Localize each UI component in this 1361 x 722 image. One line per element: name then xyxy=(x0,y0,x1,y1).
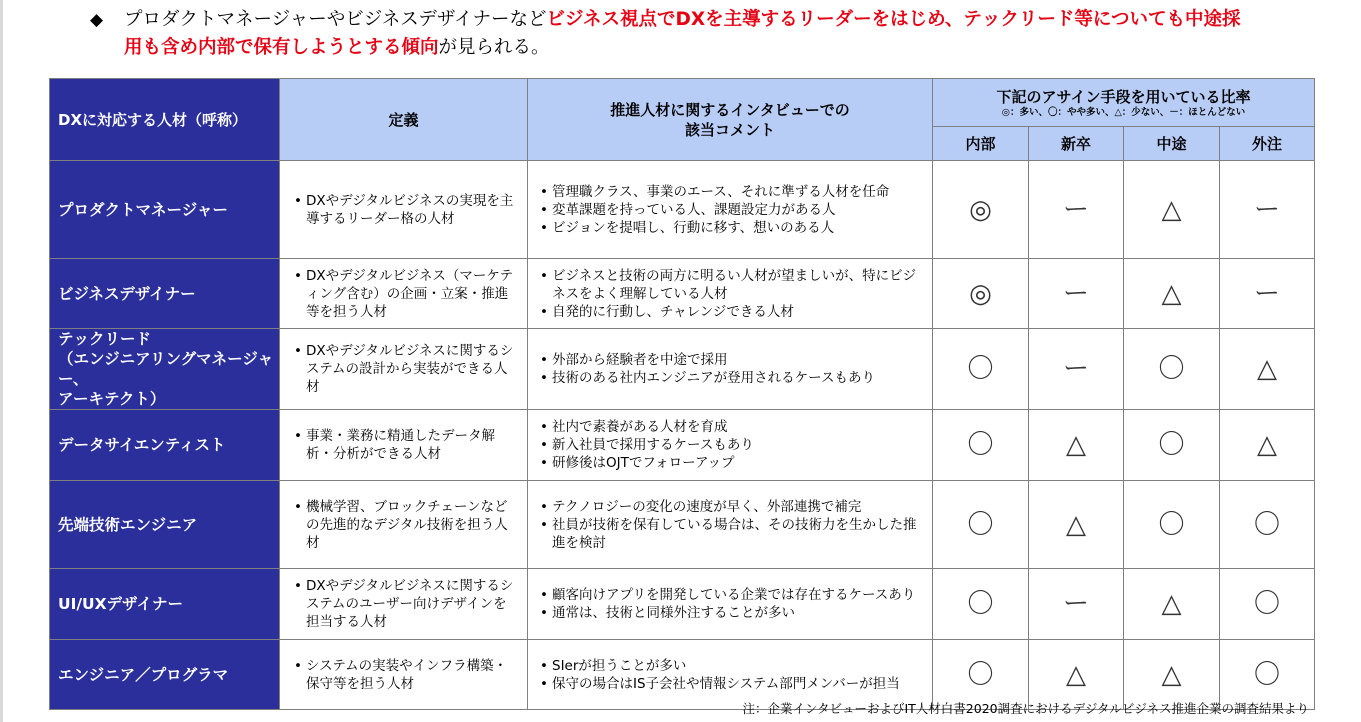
list-item: • 技術のある社内エンジニアが登用されるケースもあり xyxy=(538,369,920,387)
mark-internal: 〇 xyxy=(933,569,1029,640)
mark-internal: 〇 xyxy=(933,481,1029,569)
mark-outsource: 〇 xyxy=(1220,569,1315,640)
mark-internal: ◎ xyxy=(933,259,1029,329)
mark-newgrad: ー xyxy=(1029,259,1124,329)
headline-text xyxy=(90,6,1250,62)
list-item: • 社内で素養がある人材を育成 xyxy=(538,418,920,436)
role-cell: ビジネスデザイナー xyxy=(50,259,280,329)
mark-midcareer: △ xyxy=(1124,161,1220,259)
headline-highlight: ビジネス視点でDXを主導するリーダーをはじめ、テックリード等についても中途採用も含め内部で保有しようとする傾向 xyxy=(124,9,1241,58)
list-item: • 保守の場合はIS子会社や情報システム部門メンバーが担当 xyxy=(538,675,920,693)
mark-midcareer: △ xyxy=(1124,569,1220,640)
list-item: • DXやデジタルビジネスに関するシステムのユーザー向けデザインを担当する人材 xyxy=(292,577,515,631)
list-item: • 外部から経験者を中途で採用 xyxy=(538,351,920,369)
headline-part1: プロダクトマネージャーやビジネスデザイナーなど xyxy=(124,9,547,30)
header-comment xyxy=(528,79,933,161)
list-item: • DXやデジタルビジネスに関するシステムの設計から実装ができる人材 xyxy=(292,342,515,396)
list-item: • ビジネスと技術の両方に明るい人材が望ましいが、特にビジネスをよく理解している人材 xyxy=(538,267,920,303)
definition-cell xyxy=(280,640,528,710)
mark-outsource: △ xyxy=(1220,329,1315,410)
headline-part3: が見られる。 xyxy=(438,37,550,58)
mark-internal: 〇 xyxy=(933,410,1029,481)
list-item: • 変革課題を持っている人、課題設定力がある人 xyxy=(538,201,920,219)
list-item: • 管理職クラス、事業のエース、それに準ずる人材を任命 xyxy=(538,183,920,201)
table-row xyxy=(50,640,1315,710)
table-row xyxy=(50,481,1315,569)
mark-midcareer: △ xyxy=(1124,259,1220,329)
mark-newgrad: △ xyxy=(1029,410,1124,481)
list-item: • DXやデジタルビジネスの実現を主導するリーダー格の人材 xyxy=(292,192,515,228)
header-internal: 内部 xyxy=(933,127,1029,161)
list-item: • 研修後はOJTでフォローアップ xyxy=(538,454,920,472)
definition-cell xyxy=(280,329,528,410)
role-cell: エンジニア／プログラマ xyxy=(50,640,280,710)
comment-cell xyxy=(528,569,933,640)
mark-midcareer: 〇 xyxy=(1124,329,1220,410)
role-line1: テックリード xyxy=(58,330,152,348)
list-item: • 通常は、技術と同様外注することが多い xyxy=(538,604,920,622)
mark-outsource: △ xyxy=(1220,410,1315,481)
comment-cell xyxy=(528,410,933,481)
table-row xyxy=(50,259,1315,329)
mark-internal: ◎ xyxy=(933,161,1029,259)
header-legend: ◎：多い、〇：やや多い、△：少ない、－：ほとんどない xyxy=(1001,106,1246,118)
mark-outsource: ー xyxy=(1220,161,1315,259)
role-cell xyxy=(50,329,280,410)
comment-cell xyxy=(528,161,933,259)
role-cell: プロダクトマネージャー xyxy=(50,161,280,259)
comment-cell xyxy=(528,329,933,410)
mark-newgrad: △ xyxy=(1029,640,1124,710)
definition-cell xyxy=(280,569,528,640)
mark-newgrad: ー xyxy=(1029,569,1124,640)
header-role: DXに対応する人材（呼称） xyxy=(50,79,280,161)
mark-internal: 〇 xyxy=(933,329,1029,410)
role-cell: 先端技術エンジニア xyxy=(50,481,280,569)
header-comment-line2: 該当コメント xyxy=(684,120,775,139)
header-ratio-title: 下記のアサイン手段を用いている比率 xyxy=(996,87,1251,106)
mark-newgrad: ー xyxy=(1029,329,1124,410)
list-item: • 機械学習、ブロックチェーンなどの先進的なデジタル技術を担う人材 xyxy=(292,498,515,552)
definition-cell xyxy=(280,259,528,329)
left-edge-line xyxy=(0,0,3,722)
list-item: • ビジョンを提唱し、行動に移す、想いのある人 xyxy=(538,219,920,237)
mark-newgrad: △ xyxy=(1029,481,1124,569)
table-row xyxy=(50,161,1315,259)
mark-outsource: 〇 xyxy=(1220,481,1315,569)
comment-cell xyxy=(528,481,933,569)
header-comment-line1: 推進人材に関するインタビューでの xyxy=(610,100,850,119)
mark-internal: 〇 xyxy=(933,640,1029,710)
headline xyxy=(90,6,1250,62)
header-ratio xyxy=(933,79,1315,127)
table-row xyxy=(50,569,1315,640)
list-item: • システムの実装やインフラ構築・保守等を担う人材 xyxy=(292,657,515,693)
header-outsource: 外注 xyxy=(1220,127,1315,161)
header-newgrad: 新卒 xyxy=(1029,127,1124,161)
list-item: • 自発的に行動し、チャレンジできる人材 xyxy=(538,303,920,321)
table-row xyxy=(50,410,1315,481)
list-item: • 事業・業務に精通したデータ解析・分析ができる人材 xyxy=(292,427,515,463)
definition-cell xyxy=(280,481,528,569)
source-note: 注：企業インタビューおよびIT人材白書2020調査におけるデジタルビジネス推進企業の調査結果より xyxy=(742,701,1309,716)
list-item: • 社員が技術を保有している場合は、その技術力を生かした推進を検討 xyxy=(538,516,920,552)
mark-outsource: ー xyxy=(1220,259,1315,329)
comment-cell xyxy=(528,640,933,710)
role-line2: （エンジニアリングマネージャー、 xyxy=(58,350,274,388)
list-item: • テクノロジーの変化の速度が早く、外部連携で補完 xyxy=(538,498,920,516)
role-cell: UI/UXデザイナー xyxy=(50,569,280,640)
list-item: • 新入社員で採用するケースもあり xyxy=(538,436,920,454)
list-item: • 顧客向けアプリを開発している企業では存在するケースあり xyxy=(538,586,920,604)
mark-midcareer: 〇 xyxy=(1124,481,1220,569)
list-item: • SIerが担うことが多い xyxy=(538,657,920,675)
dx-talent-table xyxy=(49,78,1315,710)
diamond-bullet-icon: ◆ xyxy=(90,10,104,30)
list-item: • DXやデジタルビジネス（マーケティング含む）の企画・立案・推進等を担う人材 xyxy=(292,267,515,321)
mark-midcareer: 〇 xyxy=(1124,410,1220,481)
role-cell: データサイエンティスト xyxy=(50,410,280,481)
definition-cell xyxy=(280,410,528,481)
table-row xyxy=(50,329,1315,410)
mark-newgrad: ー xyxy=(1029,161,1124,259)
comment-cell xyxy=(528,259,933,329)
definition-cell xyxy=(280,161,528,259)
role-line3: アーキテクト） xyxy=(58,390,166,408)
header-midcareer: 中途 xyxy=(1124,127,1220,161)
mark-outsource: 〇 xyxy=(1220,640,1315,710)
header-definition: 定義 xyxy=(280,79,528,161)
mark-midcareer: △ xyxy=(1124,640,1220,710)
